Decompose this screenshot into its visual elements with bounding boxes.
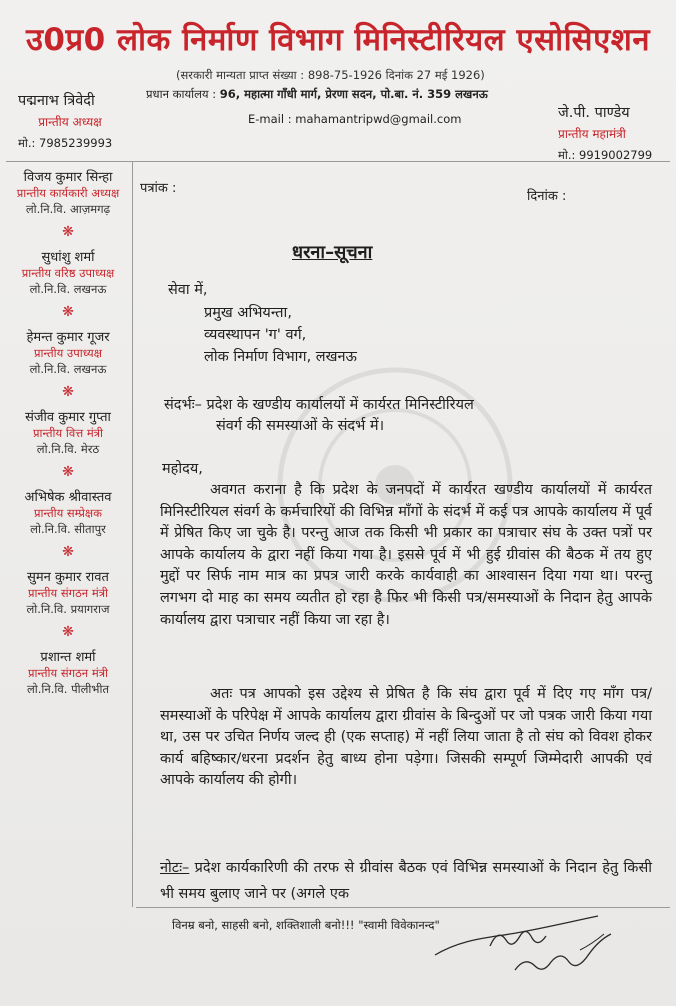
sidebar-member	[6, 570, 130, 617]
registration-info: (सरकारी मान्यता प्राप्त संख्या : 898-75-1926 दिनांक 27 मई 1926)	[176, 68, 485, 82]
letter-number-label: पत्रांक :	[140, 181, 177, 196]
member-role: प्रान्तीय संगठन मंत्री	[27, 586, 109, 600]
office-address-text: 96, महात्मा गाँधी मार्ग, प्रेरणा सदन, पो.बा. नं. 359 लखनऊ	[219, 87, 488, 101]
secretary-role: प्रान्तीय महामंत्री	[558, 127, 626, 141]
header-divider	[6, 161, 670, 162]
sidebar-member	[6, 170, 130, 217]
member-name: हेमन्त कुमार गूजर	[26, 330, 110, 345]
flower-ornament-icon: ❋	[62, 384, 74, 400]
flower-ornament-icon: ❋	[62, 224, 74, 240]
sidebar-member	[6, 650, 130, 697]
member-place: लो.नि.वि. लखनऊ	[29, 362, 107, 376]
salutation-to: सेवा में,	[168, 282, 208, 298]
flower-ornament-icon: ❋	[62, 304, 74, 320]
secretary-mobile: मो.: 9919002799	[558, 148, 653, 162]
member-role: प्रान्तीय वरिष्ठ उपाध्यक्ष	[21, 266, 115, 280]
member-role: प्रान्तीय सम्प्रेक्षक	[34, 506, 102, 520]
member-name: प्रशान्त शर्मा	[40, 650, 96, 665]
subject-line-continued: संवर्ग की समस्याओं के संदर्भ में।	[216, 418, 385, 434]
member-place: लो.नि.वि. प्रयागराज	[26, 602, 110, 616]
note-text: प्रदेश कार्यकारिणी की तरफ से ग्रीवांस बैठक एवं विभिन्न समस्याओं के निदान हेतु किसी भी समय बुलाए जाने पर (अगले एक	[160, 860, 652, 902]
member-role: प्रान्तीय वित्त मंत्री	[32, 426, 104, 440]
greeting: महोदय,	[162, 461, 203, 477]
address-line: लोक निर्माण विभाग, लखनऊ	[204, 349, 357, 365]
email-address: E-mail : mahamantripwd@gmail.com	[248, 112, 462, 126]
sidebar-divider	[132, 162, 133, 907]
member-place: लो.नि.वि. आज़मगढ़	[25, 202, 111, 216]
member-place: लो.नि.वि. सीतापुर	[30, 522, 106, 536]
footer-divider	[136, 907, 670, 908]
sidebar-member	[6, 410, 130, 457]
president-block	[18, 90, 138, 151]
sidebar-member	[6, 330, 130, 377]
member-name: संजीव कुमार गुप्ता	[25, 410, 111, 425]
office-address	[146, 87, 488, 102]
sidebar-member	[6, 490, 130, 537]
organization-title: उ0प्र0 लोक निर्माण विभाग मिनिस्टीरियल एसोसिएशन	[25, 22, 651, 58]
note-paragraph	[160, 855, 652, 907]
member-place: लो.नि.वि. मेरठ	[36, 442, 100, 456]
handwritten-signature	[430, 910, 630, 980]
member-role: प्रान्तीय उपाध्यक्ष	[34, 346, 102, 360]
subject-line: संदर्भः– प्रदेश के खण्डीय कार्यालयों में कार्यरत मिनिस्टीरियल	[164, 397, 474, 413]
secretary-name: जे.पी. पाण्डेय	[558, 105, 630, 121]
member-role: प्रान्तीय संगठन मंत्री	[27, 666, 109, 680]
member-name: अभिषेक श्रीवास्तव	[24, 490, 112, 505]
member-role: प्रान्तीय कार्यकारी अध्यक्ष	[16, 186, 120, 200]
member-place: लो.नि.वि. लखनऊ	[29, 282, 107, 296]
letter-date-label: दिनांक :	[527, 189, 567, 204]
member-name: सुधांशु शर्मा	[41, 250, 95, 265]
footer-quote: विनम्र बनो, साहसी बनो, शक्तिशाली बनो!!! "स्वामी विवेकानन्द"	[172, 918, 440, 932]
member-name: सुमन कुमार रावत	[27, 570, 109, 585]
note-label: नोटः–	[160, 860, 190, 876]
president-role: प्रान्तीय अध्यक्ष	[38, 115, 102, 129]
letter-paragraph-2: अतः पत्र आपको इस उद्देश्य से प्रेषित है कि संघ द्वारा पूर्व में दिए गए माँग पत्र/समस्याओं के परिपेक्ष में आपके कार्यालय द्वारा ग्रीवांस के बिन्दुओं पर जो पत्रक जारी किया गया था, उस पर उचित निर्णय जल्द ही (एक सप्ताह) में नहीं लिया जाता है तो संघ को विवश होकर कार्य बहिष्कार/धरना प्रदर्शन हेतु बाध्य होना पड़ेगा। जिसकी सम्पूर्ण जिम्मेदारी आपकी एवं आपके कार्यालय की होगी।	[160, 686, 652, 789]
flower-ornament-icon: ❋	[62, 464, 74, 480]
address-line: व्यवस्थापन 'ग' वर्ग,	[204, 327, 307, 343]
letter-heading: धरना–सूचना	[292, 242, 373, 263]
letter-paragraph-1: अवगत कराना है कि प्रदेश के जनपदों में कार्यरत खण्डीय कार्यालयों में कार्यरत मिनिस्टीरियल संवर्ग के कर्मचारियों की विभिन्न माँगों के संदर्भ में कई पत्र आपके कार्यालय में पूर्व में प्रेषित किए जा चुके है। परन्तु आज तक किसी भी प्रकार का पत्राचार संघ के उक्त पत्रों पर आपके कार्यालय के द्वारा नहीं किया गया है। इससे पूर्व में भी हुई ग्रीवांस की बैठक में तय हुए मुद्दों पर सिर्फ नाम मात्र का प्रपत्र जारी करके कार्यवाही का आश्वासन दिया गया था। परन्तु लगभग दो माह का समय व्यतीत हो रहा है फिर भी किसी पत्र/समस्याओं के निदान हेतु आपके कार्यालय द्वारा पत्राचार नहीं किया जा रहा है।	[160, 482, 652, 628]
sidebar-member	[6, 250, 130, 297]
president-name: पद्मनाभ त्रिवेदी	[18, 93, 95, 109]
president-mobile: मो.: 7985239993	[18, 136, 113, 150]
office-bearers-sidebar	[6, 170, 130, 701]
general-secretary-block	[558, 102, 668, 163]
address-line: प्रमुख अभियन्ता,	[204, 305, 292, 321]
flower-ornament-icon: ❋	[62, 544, 74, 560]
member-place: लो.नि.वि. पीलीभीत	[26, 682, 110, 696]
flower-ornament-icon: ❋	[62, 624, 74, 640]
office-label: प्रधान कार्यालय :	[146, 87, 217, 101]
member-name: विजय कुमार सिन्हा	[23, 170, 113, 185]
